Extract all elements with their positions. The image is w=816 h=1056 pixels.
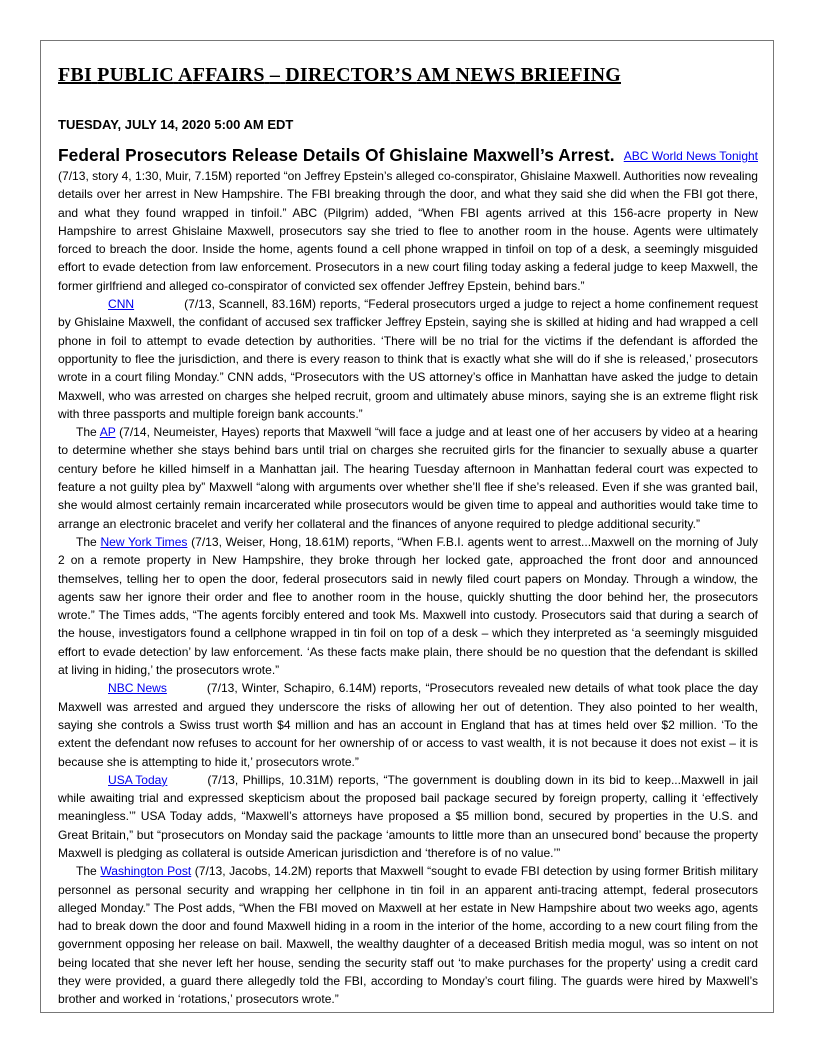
- paragraph-ap: The AP (7/14, Neumeister, Hayes) reports that Maxwell “will face a judge and at least one of her accusers by video at a hearing to determine whether she stays behind bars until trial on charges she recruited girls for the financier to sexually abuse a quarter century before he killed himself in a Manhattan jail. The hearing Tuesday afternoon in Manhattan federal court was expected to feature a not guilty plea by” Maxwell “along with arguments over whether she’ll flee if she’s released. Even if she was granted bail, she would almost certainly remain incarcerated while prosecutors would be given time to appeal and authorities would take time to arrange an electronic bracelet and verify her collateral and the finances of anyone required to pledge additional security.”: [58, 425, 758, 531]
- source-link-usatoday[interactable]: USA Today: [108, 772, 168, 787]
- source-link-nyt[interactable]: New York Times: [100, 534, 188, 549]
- paragraph-wapo: The Washington Post (7/13, Jacobs, 14.2M) reports that Maxwell “sought to evade FBI detection by using former British military personnel as personal security and wrapping her cellphone in tin foil in an apparent anti-tracing attempt, federal prosecutors alleged Monday.” The Post adds, “When the FBI moved on Maxwell at her estate in New Hampshire about two weeks ago, agents had to break down the door and found Maxwell hiding in a room in the interior of the home, according to a new court filing from the government opposing her release on bail. Maxwell, the wealthy daughter of a deceased British media mogul, was so intent on not being located that she never left her house, sending the security staff out ‘to make purchases for the property’ using a credit card they were provided, a guard there allegedly told the FBI, according to Monday’s court filing. The guards were hired by Maxwell’s brother and worked in ‘rotations,’ prosecutors wrote.”: [58, 864, 758, 1007]
- source-link-nbc[interactable]: NBC News: [108, 681, 167, 696]
- source-link-abc[interactable]: ABC World News Tonight: [623, 149, 758, 163]
- paragraph-nbc: NBC News (7/13, Winter, Schapiro, 6.14M) reports, “Prosecutors revealed new details of what took place the day Maxwell was arrested and argued they underscore the risks of allowing her out of detention. They also pointed to her wealth, saying she controls a Swiss trust worth $4 million and has an account in England that has at times held over $2 million. ‘To the extent the defendant now refuses to account for her ownership of or access to vast wealth, it is not because it does not exist – it is because she is attempting to hide it,’ prosecutors wrote.”: [58, 681, 758, 769]
- news-story: [58, 145, 758, 1009]
- headline-row: [58, 145, 758, 167]
- paragraph-nyt: The New York Times (7/13, Weiser, Hong, 18.61M) reports, “When F.B.I. agents went to arrest...Maxwell on the morning of July 2 on a remote property in New Hampshire, they broke through her locked gate, approached the front door and announced themselves, telling her to open the door, federal prosecutors said in newly filed court papers on Monday. Through a window, the agents saw her ignore their order and flee to another room in the house, quickly shutting the door behind her, the prosecutors wrote.” The Times adds, “The agents forcibly entered and took Ms. Maxwell into custody. Prosecutors said that during a search of the house, investigators found a cellphone wrapped in tin foil on top of a desk – which they interpreted as ‘a seemingly misguided effort to evade detection’ by law enforcement. ‘As these facts make plain, there should be no question that the defendant is skilled at living in hiding,’ the prosecutors wrote.”: [58, 534, 758, 678]
- paragraph-abc: (7/13, story 4, 1:30, Muir, 7.15M) reported “on Jeffrey Epstein’s alleged co-conspirator, Ghislaine Maxwell. Authorities now revealing details over her arrest in New Hampshire. The FBI breaking through the door, and what they said she did when the FBI got there, and what they found wrapped in tinfoil.” ABC (Pilgrim) added, “When FBI agents arrived at this 156-acre property in New Hampshire to arrest Ghislaine Maxwell, prosecutors say she tried to flee to another room in the house. Agents were ultimately forced to breach the door. Inside the home, agents found a cell phone wrapped in tinfoil on top of a desk, a seemingly misguided effort to evade detection from law enforcement. Prosecutors in a new court filing today asking a federal judge to keep Maxwell, the former girlfriend and alleged co-conspirator of convicted sex offender Jeffrey Epstein, behind bars.”: [58, 169, 758, 293]
- masthead-title: FBI PUBLIC AFFAIRS – DIRECTOR’S AM NEWS BRIEFING: [58, 64, 621, 86]
- story-body: [58, 167, 758, 1009]
- source-link-ap[interactable]: AP: [99, 425, 116, 440]
- dateline: TUESDAY, JULY 14, 2020 5:00 AM EDT: [58, 117, 294, 132]
- source-link-wapo[interactable]: Washington Post: [100, 864, 192, 879]
- story-headline: Federal Prosecutors Release Details Of Ghislaine Maxwell’s Arrest.: [58, 145, 615, 165]
- paragraph-usatoday: USA Today (7/13, Phillips, 10.31M) reports, “The government is doubling down in its bid to keep...Maxwell in jail while awaiting trial and expressed skepticism about the proposed bail package secured by foreign property, calling it ‘effectively meaningless.’” USA Today adds, “Maxwell’s attorneys have proposed a $5 million bond, secured by properties in the U.S. and Great Britain,” but “prosecutors on Monday said the package ‘amounts to little more than an unsecured bond’ because the property Maxwell is pledging as collateral is outside American jurisdiction and ‘therefore is of no value.’”: [58, 772, 758, 860]
- paragraph-cnn: CNN (7/13, Scannell, 83.16M) reports, “Federal prosecutors urged a judge to reject a home confinement request by Ghislaine Maxwell, the confidant of accused sex trafficker Jeffrey Epstein, saying she is skilled at hiding and had wrapped a cell phone in foil to attempt to evade detection by authorities. ‘There will be no trial for the victims if the defendant is afforded the opportunity to flee the jurisdiction, and there is every reason to think that is exactly what she will do if she is released,’ prosecutors wrote in a court filing Monday.” CNN adds, “Prosecutors with the US attorney’s office in Manhattan have asked the judge to detain Maxwell, who was arrested on charges she helped recruit, groom and ultimately abuse minors, saying she is an extreme flight risk with three passports and multiple foreign bank accounts.”: [58, 297, 758, 421]
- source-link-cnn[interactable]: CNN: [108, 297, 135, 312]
